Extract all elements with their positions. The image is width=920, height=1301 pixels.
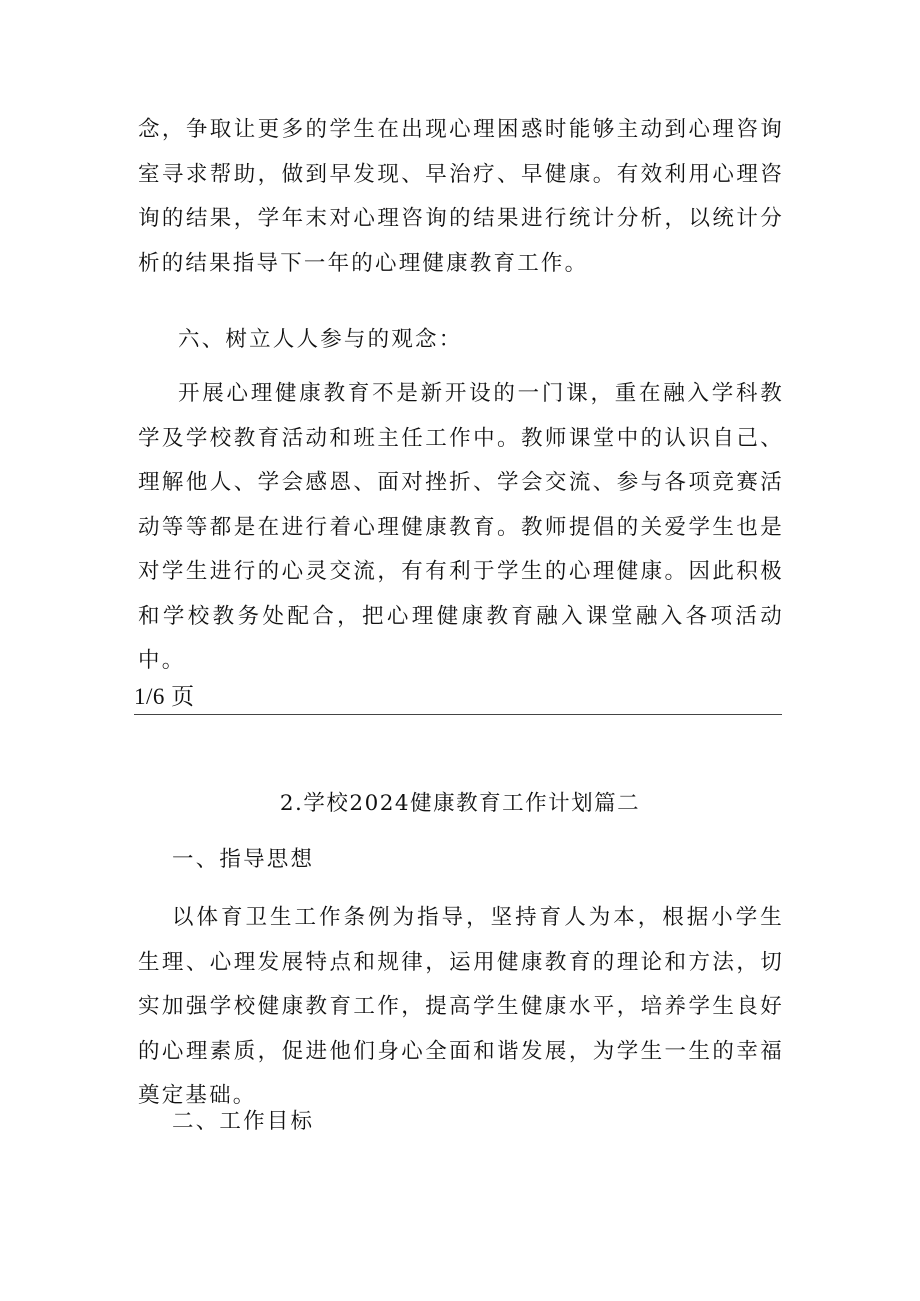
section-six-body: 开展心理健康教育不是新开设的一门课，重在融入学科教学及学校教育活动和班主任工作中。教师课堂中的认识自己、理解他人、学会感恩、面对挫折、学会交流、参与各项竞赛活动等等都是在进行着心理健康教育。教师提倡的关爱学生也是对学生进行的心灵交流，有有利于学生的心理健康。因此积极和学校教务处配合，把心理健康教育融入课堂融入各项活动中。	[138, 381, 784, 673]
page-divider	[134, 714, 782, 715]
section-one-body: 以体育卫生工作条例为指导，坚持育人为本，根据小学生生理、心理发展特点和规律，运用健康教育的理论和方法，切实加强学校健康教育工作，提高学生健康水平，培养学生良好的心理素质，促进他们身心全面和谐发展，为学生一生的幸福奠定基础。	[138, 905, 784, 1108]
section-six-heading: 六、树立人人参与的观念：	[178, 327, 463, 352]
section-two-heading: 二、工作目标	[172, 1109, 315, 1134]
continuation-paragraph: 念，争取让更多的学生在出现心理困惑时能够主动到心理咨询室寻求帮助，做到早发现、早治疗、早健康。有效利用心理咨询的结果，学年末对心理咨询的结果进行统计分析，以统计分析的结果指导下一年的心理健康教育工作。	[138, 117, 784, 276]
section-one-heading: 一、指导思想	[172, 847, 315, 872]
page-number: 1/6 页	[134, 684, 195, 709]
document-title: 2.学校2024健康教育工作计划篇二	[279, 791, 641, 816]
